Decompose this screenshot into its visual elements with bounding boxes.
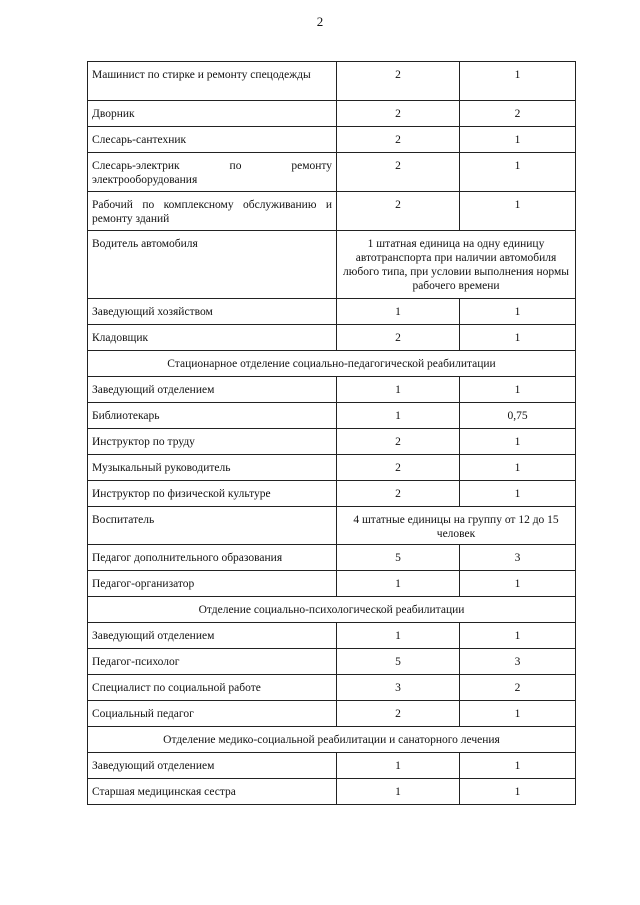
quantity-cell-2: 1 [514, 69, 521, 81]
quantity-cell-1: 1 [395, 786, 401, 798]
quantity-cell-2: 1 [514, 462, 521, 474]
quantity-cell-1: 2 [395, 488, 401, 500]
quantity-cell-2: 1 [514, 160, 521, 172]
section-row [88, 351, 576, 377]
quantity-cell-2: 1 [514, 708, 521, 720]
table-row [88, 571, 576, 597]
table-row [88, 429, 576, 455]
quantity-cell-1: 5 [395, 552, 401, 564]
table-row [88, 192, 576, 231]
table-row [88, 455, 576, 481]
quantity-cell-1: 1 [395, 760, 401, 772]
quantity-cell-1: 1 [395, 384, 401, 396]
norm-note-cell: 1 штатная единица на одну единицу автотранспорта при наличии автомобиля любого типа, при условии выполнения нормы рабочего времени [343, 238, 569, 292]
quantity-cell-1: 1 [395, 630, 401, 642]
position-cell: Инструктор по физической культуре [92, 488, 271, 500]
staffing-table [87, 61, 576, 805]
table-row [88, 545, 576, 571]
position-cell: Рабочий по комплексному обслуживанию и ремонту зданий [92, 199, 332, 225]
position-cell: Водитель автомобиля [92, 238, 198, 250]
quantity-cell-1: 2 [395, 332, 401, 344]
position-cell: Заведующий отделением [92, 630, 215, 642]
quantity-cell-2: 1 [514, 384, 521, 396]
position-cell: Кладовщик [92, 332, 149, 344]
position-cell: Старшая медицинская сестра [92, 786, 236, 798]
quantity-cell-1: 3 [395, 682, 401, 694]
quantity-cell-2: 1 [514, 306, 521, 318]
quantity-cell-1: 2 [395, 134, 401, 146]
position-cell: Специалист по социальной работе [92, 682, 261, 694]
section-row [88, 597, 576, 623]
quantity-cell-2: 1 [514, 578, 521, 590]
page-number: 2 [316, 14, 324, 29]
table-row [88, 507, 576, 545]
position-cell: Воспитатель [92, 514, 155, 526]
table-row [88, 779, 576, 805]
table-row [88, 101, 576, 127]
table-row [88, 325, 576, 351]
position-cell: Заведующий хозяйством [92, 306, 213, 318]
table-row [88, 153, 576, 192]
position-cell: Заведующий отделением [92, 760, 215, 772]
position-cell: Социальный педагог [92, 708, 194, 720]
table-row [88, 701, 576, 727]
table-row [88, 299, 576, 325]
quantity-cell-1: 2 [395, 462, 401, 474]
quantity-cell-1: 1 [395, 306, 401, 318]
position-cell: Педагог-психолог [92, 656, 180, 668]
quantity-cell-2: 0,75 [507, 410, 528, 422]
quantity-cell-2: 3 [514, 656, 521, 668]
quantity-cell-2: 1 [514, 332, 521, 344]
section-title: Отделение социально-психологической реабилитации [198, 604, 465, 616]
section-row [88, 727, 576, 753]
table-row [88, 675, 576, 701]
quantity-cell-2: 1 [514, 134, 521, 146]
quantity-cell-2: 1 [514, 786, 521, 798]
quantity-cell-2: 1 [514, 199, 521, 211]
position-cell: Слесарь-электрик по ремонту электрооборудования [92, 160, 332, 186]
quantity-cell-2: 1 [514, 436, 521, 448]
position-cell: Музыкальный руководитель [92, 462, 231, 474]
section-title: Отделение медико-социальной реабилитации и санаторного лечения [163, 734, 500, 746]
table-row [88, 649, 576, 675]
position-cell: Слесарь-сантехник [92, 134, 187, 146]
quantity-cell-2: 1 [514, 630, 521, 642]
quantity-cell-1: 2 [395, 436, 401, 448]
table-row [88, 623, 576, 649]
norm-note-cell: 4 штатные единицы на группу от 12 до 15 человек [353, 514, 559, 540]
table-row [88, 231, 576, 299]
position-cell: Дворник [92, 108, 135, 120]
position-cell: Инструктор по труду [92, 436, 195, 448]
quantity-cell-1: 2 [395, 69, 401, 81]
quantity-cell-2: 2 [514, 108, 521, 120]
quantity-cell-2: 1 [514, 760, 521, 772]
quantity-cell-1: 2 [395, 708, 401, 720]
position-cell: Машинист по стирке и ремонту спецодежды [92, 69, 311, 81]
table-row [88, 127, 576, 153]
quantity-cell-1: 2 [395, 160, 401, 172]
table-row [88, 62, 576, 101]
section-title: Стационарное отделение социально-педагогической реабилитации [167, 358, 496, 370]
position-cell: Библиотекарь [92, 410, 160, 422]
quantity-cell-2: 1 [514, 488, 521, 500]
quantity-cell-1: 5 [395, 656, 401, 668]
quantity-cell-1: 2 [395, 108, 401, 120]
quantity-cell-1: 1 [395, 410, 401, 422]
quantity-cell-2: 3 [514, 552, 521, 564]
position-cell: Педагог дополнительного образования [92, 552, 283, 564]
position-cell: Педагог-организатор [92, 578, 195, 590]
table-row [88, 481, 576, 507]
quantity-cell-1: 1 [395, 578, 401, 590]
table-row [88, 753, 576, 779]
table-row [88, 377, 576, 403]
table-row [88, 403, 576, 429]
position-cell: Заведующий отделением [92, 384, 215, 396]
quantity-cell-1: 2 [395, 199, 401, 211]
quantity-cell-2: 2 [514, 682, 521, 694]
